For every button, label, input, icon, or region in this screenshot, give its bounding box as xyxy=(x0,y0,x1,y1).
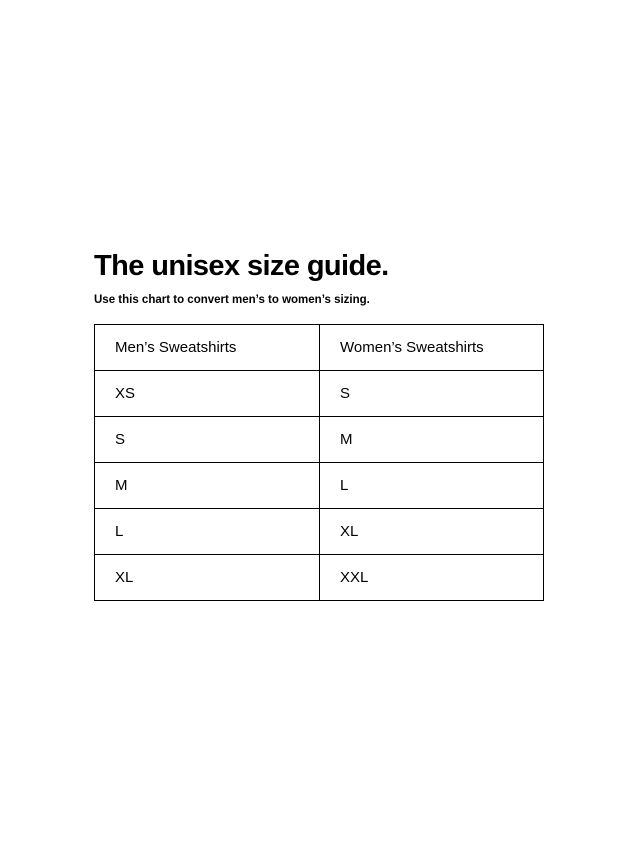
table-header-row xyxy=(95,325,544,371)
column-header-womens: Women’s Sweatshirts xyxy=(320,325,544,371)
cell-mens-size: S xyxy=(95,417,320,463)
page-title: The unisex size guide. xyxy=(94,250,389,282)
table-row xyxy=(95,371,544,417)
cell-womens-size: XXL xyxy=(320,555,544,601)
size-guide-page xyxy=(94,250,546,601)
cell-mens-size: XL xyxy=(95,555,320,601)
table-row xyxy=(95,555,544,601)
size-conversion-table xyxy=(94,324,544,601)
table-row xyxy=(95,417,544,463)
table-row xyxy=(95,463,544,509)
table-row xyxy=(95,509,544,555)
column-header-mens: Men’s Sweatshirts xyxy=(95,325,320,371)
cell-womens-size: S xyxy=(320,371,544,417)
cell-womens-size: L xyxy=(320,463,544,509)
cell-mens-size: L xyxy=(95,509,320,555)
cell-womens-size: XL xyxy=(320,509,544,555)
page-subtitle: Use this chart to convert men’s to women’s sizing. xyxy=(94,294,370,307)
cell-womens-size: M xyxy=(320,417,544,463)
cell-mens-size: XS xyxy=(95,371,320,417)
cell-mens-size: M xyxy=(95,463,320,509)
